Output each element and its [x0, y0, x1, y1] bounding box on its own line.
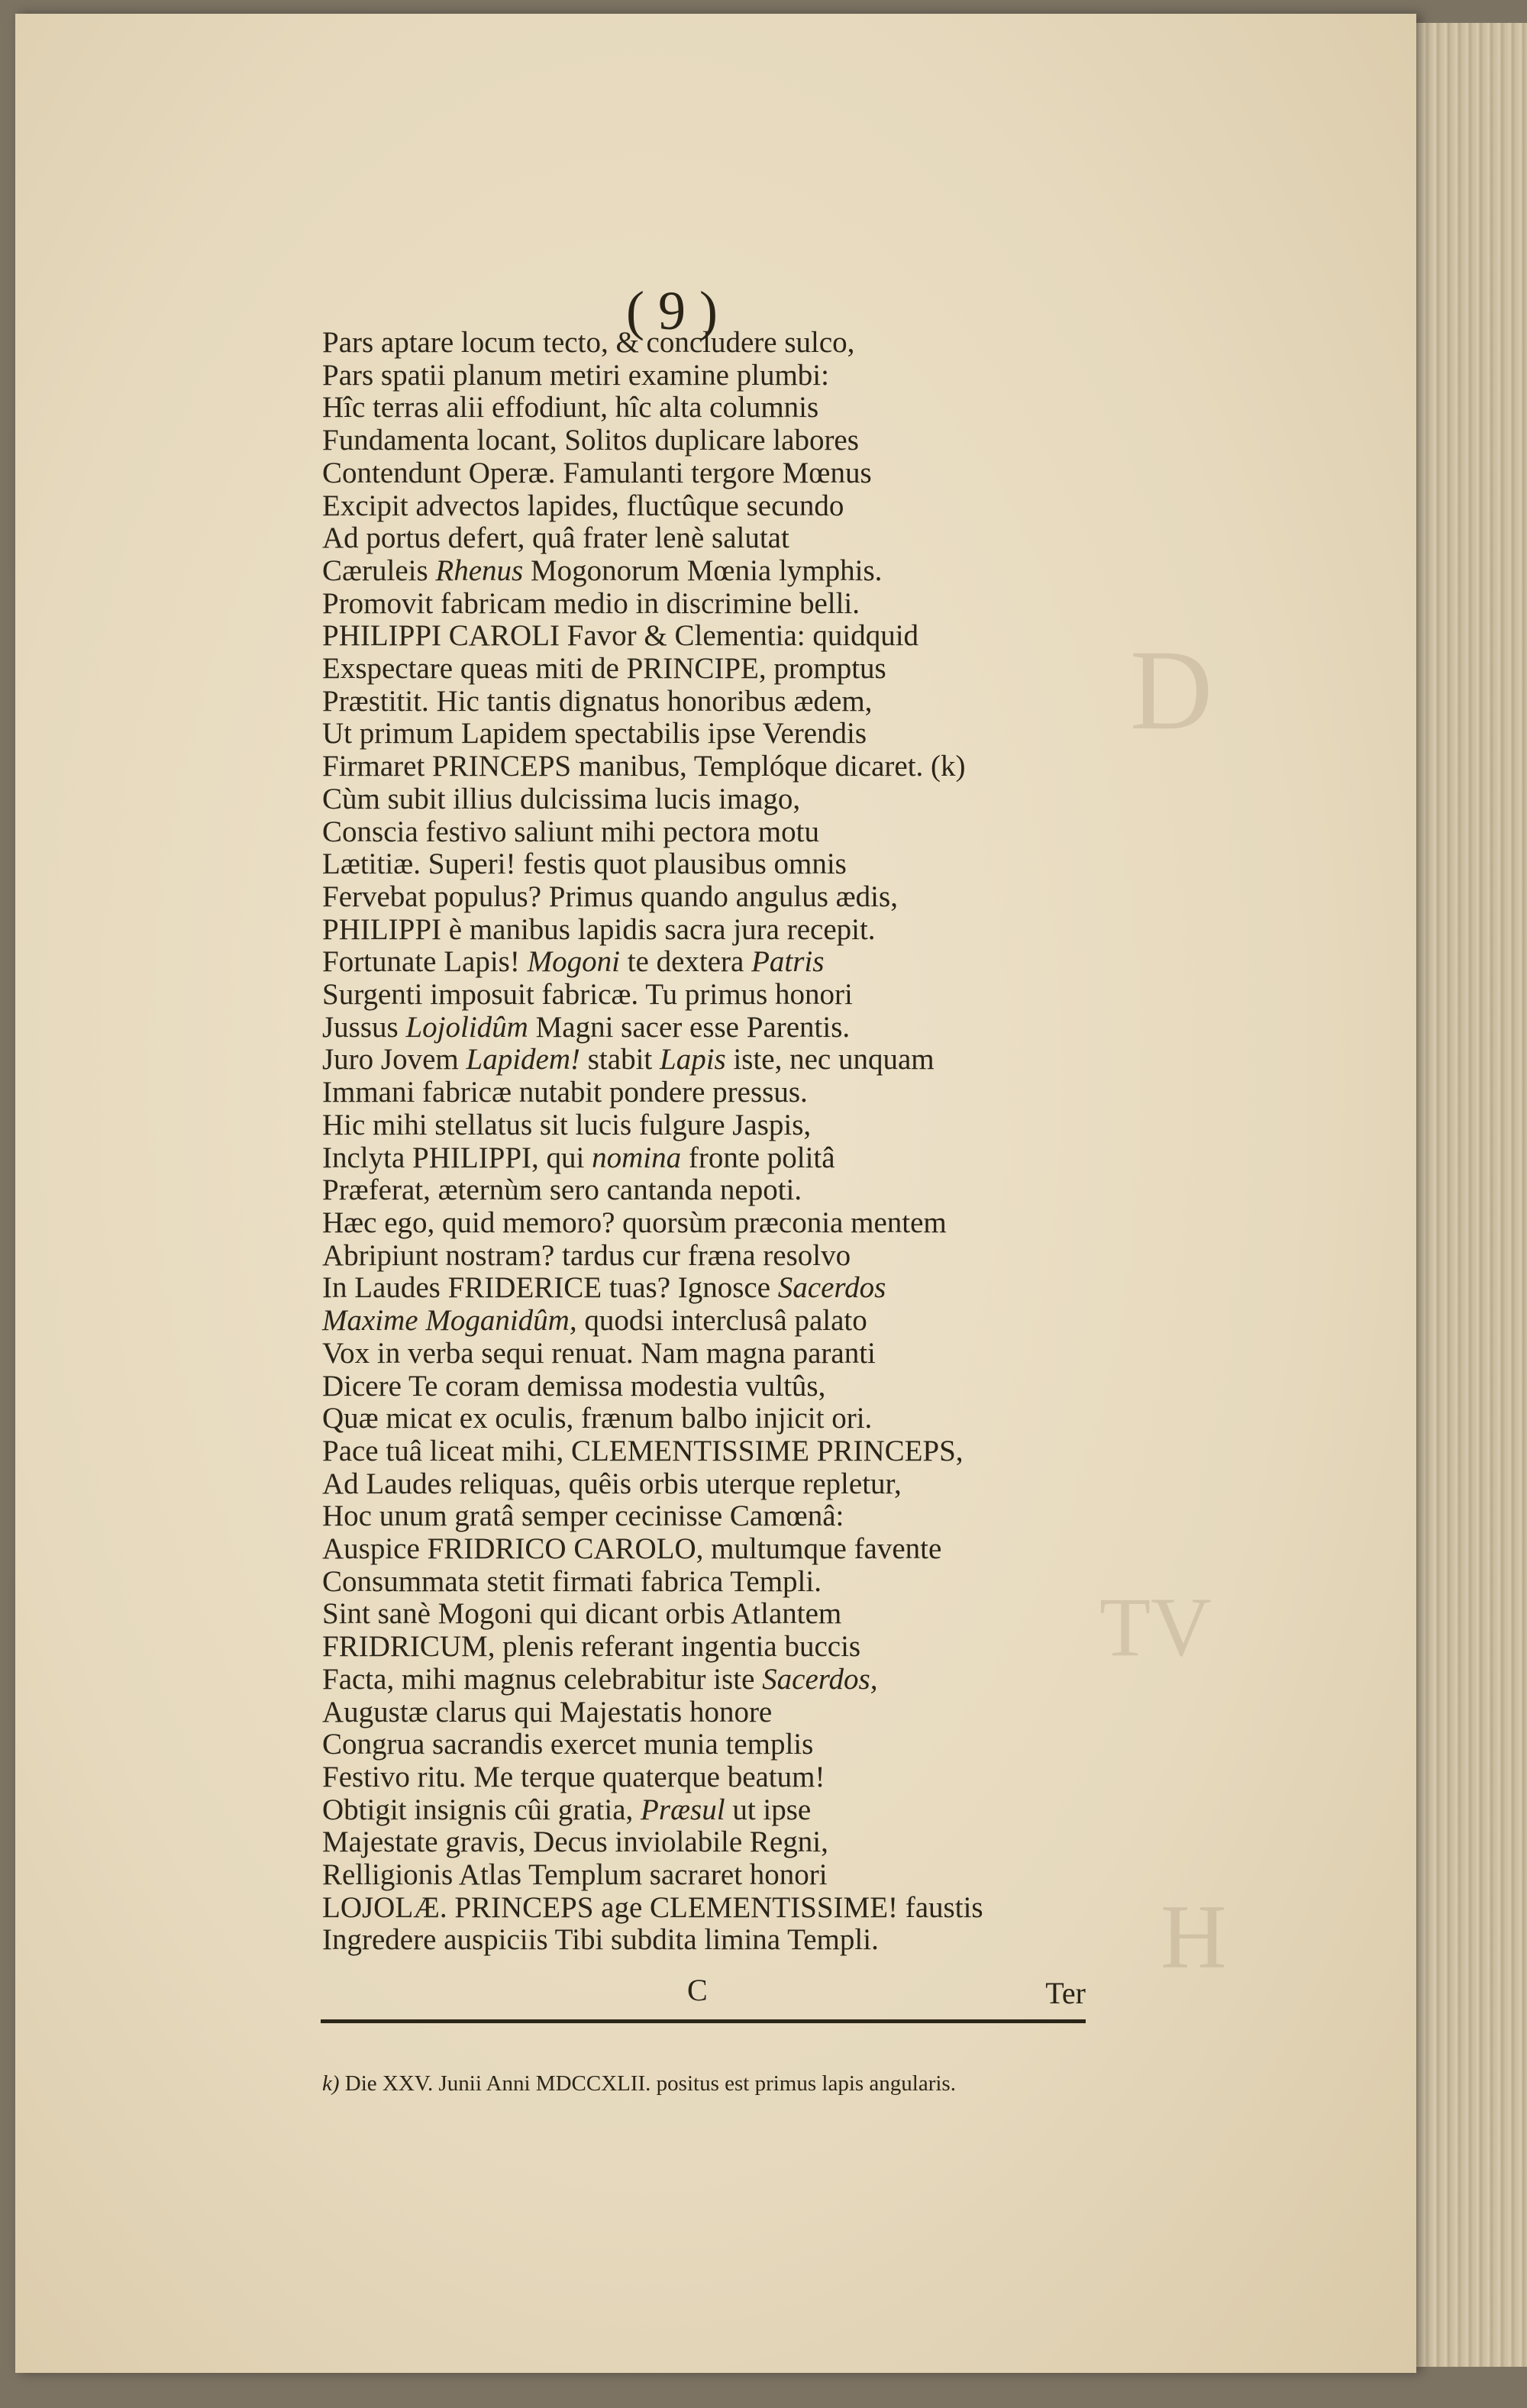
text-segment: In Laudes FRIDERICE tuas? Ignosce	[322, 1271, 778, 1305]
verse-line	[322, 1859, 1101, 1892]
text-segment: Fortunate Lapis!	[322, 945, 528, 979]
verse-line	[322, 1207, 1101, 1240]
text-segment: Inclyta PHILIPPI, qui	[322, 1141, 592, 1174]
text-segment: Ingredere auspiciis Tibi subdita limina Templi.	[322, 1923, 879, 1957]
text-segment: Consummata stetit firmati fabrica Templi.	[322, 1564, 822, 1598]
italic-segment: Rhenus	[435, 554, 524, 587]
verse-line	[322, 360, 1101, 392]
text-segment: Pace tuâ liceat mihi, CLEMENTISSIME PRINCEPS,	[322, 1434, 964, 1467]
text-segment: Hîc terras alii effodiunt, hîc alta columnis	[322, 391, 819, 424]
text-segment: PHILIPPI CAROLI Favor & Clementia: quidquid	[322, 619, 919, 653]
verse-line	[322, 914, 1101, 947]
verse-line	[322, 1044, 1101, 1076]
catchword: Ter	[1045, 1976, 1086, 2010]
text-segment: Præstitit. Hic tantis dignatus honoribus ædem,	[322, 684, 873, 718]
verse-line	[322, 1109, 1101, 1142]
bleed-through-decor: H	[1161, 1886, 1227, 1987]
verse-line	[322, 1924, 1101, 1957]
verse-line	[322, 686, 1101, 718]
footnote-rule	[321, 2019, 1086, 2023]
verse-line	[322, 1272, 1101, 1305]
verse-line	[322, 1370, 1101, 1403]
verse-text	[322, 327, 1101, 1957]
verse-line	[322, 750, 1101, 783]
text-segment: Hoc unum gratâ semper cecinisse Camœnâ:	[322, 1499, 844, 1533]
text-segment: Relligionis Atlas Templum sacraret honori	[322, 1858, 828, 1892]
verse-line	[322, 1012, 1101, 1044]
text-segment: Ad Laudes reliquas, quêis orbis uterque repletur,	[322, 1467, 902, 1500]
page-edges	[1397, 23, 1527, 2367]
document-page	[15, 14, 1416, 2373]
text-segment: Sint sanè Mogoni qui dicant orbis Atlantem	[322, 1597, 842, 1631]
text-segment: Pars spatii planum metiri examine plumbi:	[322, 358, 829, 392]
verse-line	[322, 1761, 1101, 1794]
verse-line	[322, 1664, 1101, 1696]
text-segment: Abripiunt nostram? tardus cur fræna resolvo	[322, 1238, 851, 1272]
bleed-through-decor: D	[1130, 627, 1213, 754]
text-segment: Festivo ritu. Me terque quaterque beatum!	[322, 1760, 825, 1793]
text-segment: Facta, mihi magnus celebrabitur iste	[322, 1662, 763, 1696]
text-segment: Magni sacer esse Parentis.	[528, 1010, 851, 1044]
verse-line	[322, 1533, 1101, 1566]
text-segment: Hic mihi stellatus sit lucis fulgure Jaspis,	[322, 1108, 812, 1141]
verse-line	[322, 848, 1101, 881]
text-segment: Congrua sacrandis exercet munia templis	[322, 1728, 814, 1761]
text-segment: quodsi interclusâ palato	[576, 1304, 867, 1338]
verse-line	[322, 1403, 1101, 1435]
text-segment: Majestate gravis, Decus inviolabile Regni,	[322, 1825, 828, 1859]
verse-line	[322, 1338, 1101, 1370]
text-segment: Jussus	[322, 1010, 406, 1044]
italic-segment: Sacerdos,	[762, 1662, 878, 1696]
verse-line	[322, 816, 1101, 849]
italic-segment: Sacerdos	[777, 1271, 886, 1305]
italic-segment: Lojolidûm	[405, 1010, 528, 1044]
text-segment: Ad portus defert, quâ frater lenè salutat	[322, 521, 789, 555]
verse-line	[322, 1826, 1101, 1859]
text-segment: Augustæ clarus qui Majestatis honore	[322, 1695, 773, 1729]
footnote	[322, 2071, 1101, 2097]
text-segment: Surgenti imposuit fabricæ. Tu primus honori	[322, 978, 853, 1012]
text-segment: Auspice FRIDRICO CAROLO, multumque favente	[322, 1532, 942, 1566]
text-segment: Promovit fabricam medio in discrimine belli.	[322, 586, 860, 620]
verse-line	[322, 327, 1101, 360]
italic-segment: nomina	[592, 1141, 682, 1174]
verse-line	[322, 1468, 1101, 1501]
page-number: ( 9 )	[626, 280, 718, 341]
verse-line	[322, 1500, 1101, 1533]
text-segment: Fundamenta locant, Solitos duplicare labores	[322, 424, 859, 457]
text-segment: Hæc ego, quid memoro? quorsùm præconia mentem	[322, 1206, 947, 1239]
verse-line	[322, 555, 1101, 588]
text-segment: Vox in verba sequi renuat. Nam magna paranti	[322, 1336, 876, 1370]
verse-line	[322, 490, 1101, 523]
verse-line	[322, 424, 1101, 457]
verse-line	[322, 392, 1101, 424]
verse-line	[322, 588, 1101, 621]
italic-segment: Lapidem!	[466, 1043, 580, 1076]
text-segment: Mogonorum Mœnia lymphis.	[523, 554, 883, 587]
verse-line	[322, 1892, 1101, 1925]
italic-segment: Patris	[751, 945, 825, 979]
verse-line	[322, 457, 1101, 490]
italic-segment: Mogoni	[527, 945, 620, 979]
text-segment: Juro Jovem	[322, 1043, 466, 1076]
italic-segment: Præsul	[641, 1793, 725, 1826]
verse-line	[322, 1598, 1101, 1631]
text-segment: LOJOLÆ. PRINCEPS age CLEMENTISSIME! faustis	[322, 1890, 983, 1924]
text-segment: Quæ micat ex oculis, frænum balbo injicit ori.	[322, 1402, 873, 1435]
verse-line	[322, 1435, 1101, 1468]
text-segment: Præferat, æternùm sero cantanda nepoti.	[322, 1173, 802, 1207]
text-segment: Contendunt Operæ. Famulanti tergore Mœnus	[322, 456, 872, 489]
verse-line	[322, 1566, 1101, 1599]
text-segment: ut ipse	[725, 1793, 812, 1826]
text-segment: PHILIPPI è manibus lapidis sacra jura recepit.	[322, 912, 876, 946]
verse-line	[322, 979, 1101, 1012]
text-segment: Ut primum Lapidem spectabilis ipse Verendis	[322, 717, 867, 750]
verse-line	[322, 1240, 1101, 1273]
verse-line	[322, 1631, 1101, 1664]
verse-line	[322, 1142, 1101, 1175]
verse-line	[322, 946, 1101, 979]
verse-line	[322, 620, 1101, 653]
text-segment: Cæruleis	[322, 554, 436, 587]
text-segment: Conscia festivo saliunt mihi pectora motu	[322, 815, 819, 848]
text-segment: Fervebat populus? Primus quando angulus ædis,	[322, 880, 898, 913]
verse-line	[322, 783, 1101, 816]
text-segment: Exspectare queas miti de PRINCIPE, promptus	[322, 652, 886, 686]
page-footer	[322, 1972, 1086, 2010]
text-segment: Cùm subit illius dulcissima lucis imago,	[322, 782, 801, 815]
text-segment: Dicere Te coram demissa modestia vultûs,	[322, 1369, 826, 1403]
text-segment: Lætitiæ. Superi! festis quot plausibus omnis	[322, 847, 847, 881]
footnote-text: Die XXV. Junii Anni MDCCXLII. positus est primus lapis angularis.	[339, 2071, 956, 2096]
text-segment: stabit	[580, 1043, 660, 1076]
verse-line	[322, 1729, 1101, 1761]
verse-line	[322, 1794, 1101, 1827]
text-segment: Obtigit insignis cûi gratia,	[322, 1793, 641, 1826]
verse-line	[322, 653, 1101, 686]
text-segment: iste, nec unquam	[725, 1043, 935, 1076]
text-segment: Excipit advectos lapides, fluctûque secundo	[322, 489, 844, 522]
text-segment: Firmaret PRINCEPS manibus, Templóque dicaret. (k)	[322, 750, 966, 783]
verse-line	[322, 1305, 1101, 1338]
text-segment: Pars aptare locum tecto, & concludere sulco,	[322, 326, 855, 359]
text-segment: FRIDRICUM, plenis referant ingentia buccis	[322, 1630, 861, 1664]
italic-segment: Lapis	[660, 1043, 726, 1076]
footnote-mark: k)	[322, 2071, 340, 2096]
verse-line	[322, 1076, 1101, 1109]
verse-line	[322, 1174, 1101, 1207]
verse-line	[322, 881, 1101, 914]
text-segment: Immani fabricæ nutabit pondere pressus.	[322, 1076, 808, 1109]
verse-line	[322, 522, 1101, 555]
signature-mark: C	[687, 1973, 708, 2007]
text-segment: te dextera	[619, 945, 752, 979]
bleed-through-decor: TV	[1099, 1580, 1212, 1674]
verse-line	[322, 1696, 1101, 1729]
verse-line	[322, 718, 1101, 750]
italic-segment: Maxime Moganidûm,	[322, 1304, 577, 1338]
text-segment: fronte politâ	[681, 1141, 835, 1174]
